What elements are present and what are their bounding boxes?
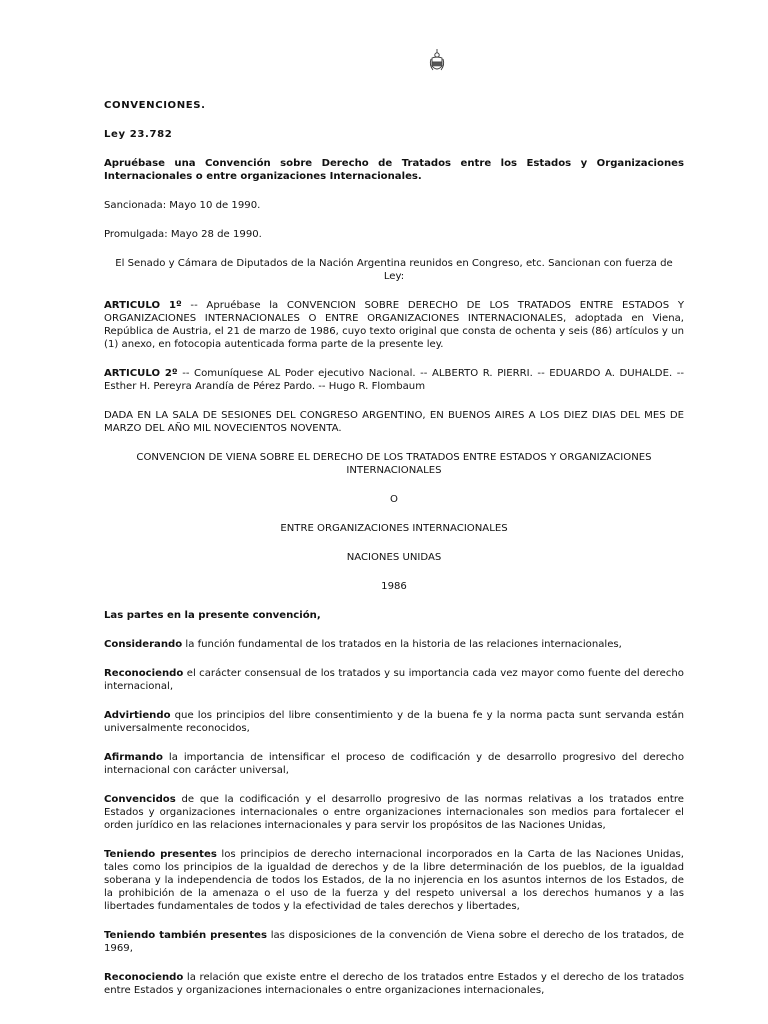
- recital: [104, 793, 684, 832]
- promulgation-date: Promulgada: Mayo 28 de 1990.: [104, 229, 262, 240]
- article-1-label: ARTICULO 1º: [104, 300, 182, 311]
- recital: [104, 929, 684, 955]
- convention-subtitle: ENTRE ORGANIZACIONES INTERNACIONALES: [280, 523, 508, 534]
- recital: [104, 667, 684, 693]
- enacting-clause: El Senado y Cámara de Diputados de la Nación Argentina reunidos en Congreso, etc. Sancionan con fuerza de Ley:: [115, 258, 673, 282]
- recital: [104, 971, 684, 997]
- recital-text: que los principios del libre consentimiento y de la buena fe y la norma pacta sunt servanda están universalmente reconocidos,: [104, 710, 684, 734]
- recital-lead: Considerando: [104, 639, 183, 650]
- article-1-text: -- Apruébase la CONVENCION SOBRE DERECHO DE LOS TRATADOS ENTRE ESTADOS Y ORGANIZACIONES INTERNACIONALES O ENTRE ORGANIZACIONES INTERNACIONALES, adoptada en Viena, República de Austria, el 21 de marzo de 1986, cuyo texto original que consta de ochenta y seis (86) artículos y un (1) anexo, en fotocopia autenticada forma parte de la presente ley.: [104, 300, 684, 350]
- recital-text: los principios de derecho internacional incorporados en la Carta de las Naciones Unidas, tales como los principios de la igualdad de derechos y de la libre determinación de los pueblos, de la igualdad soberana y la independencia de todos los Estados, de la no injerencia en los asuntos internos de los Estados, de la prohibición de la amenaza o el uso de la fuerza y del respeto universal a los derechos humanos y a las libertades fundamentales de todos y la efectividad de tales derechos y libertades,: [104, 849, 684, 912]
- law-summary: Apruébase una Convención sobre Derecho de Tratados entre los Estados y Organizaciones Internacionales o entre organizaciones Internacionales.: [104, 158, 684, 182]
- recital-lead: Afirmando: [104, 752, 163, 763]
- section-heading: CONVENCIONES.: [104, 100, 206, 111]
- dada-clause: DADA EN LA SALA DE SESIONES DEL CONGRESO ARGENTINO, EN BUENOS AIRES A LOS DIEZ DIAS DEL MES DE MARZO DEL AÑO MIL NOVECIENTOS NOVENTA.: [104, 410, 684, 434]
- recital-lead: Advirtiendo: [104, 710, 171, 721]
- convention-year: 1986: [381, 581, 407, 592]
- recital-lead: Teniendo también presentes: [104, 930, 267, 941]
- article-2: [104, 367, 684, 393]
- recital-text: las disposiciones de la convención de Viena sobre el derecho de los tratados, de 1969,: [104, 930, 684, 954]
- recital-text: la relación que existe entre el derecho de los tratados entre Estados y el derecho de los tratados entre Estados y organizaciones internacionales o entre organizaciones internacionales,: [104, 972, 684, 996]
- convention-o: O: [390, 494, 398, 505]
- coat-of-arms-icon: [428, 47, 446, 75]
- convention-title: CONVENCION DE VIENA SOBRE EL DERECHO DE LOS TRATADOS ENTRE ESTADOS Y ORGANIZACIONES INTERNACIONALES: [136, 452, 652, 476]
- recital-text: la función fundamental de los tratados en la historia de las relaciones internacionales,: [182, 639, 622, 650]
- recital-text: el carácter consensual de los tratados y su importancia cada vez mayor como fuente del derecho internacional,: [104, 668, 684, 692]
- sanction-date: Sancionada: Mayo 10 de 1990.: [104, 200, 261, 211]
- recital-lead: Teniendo presentes: [104, 849, 217, 860]
- convention-un: NACIONES UNIDAS: [346, 552, 442, 563]
- parties-heading: Las partes en la presente convención,: [104, 610, 321, 621]
- recital: [104, 709, 684, 735]
- recital-text: de que la codificación y el desarrollo progresivo de las normas relativas a los tratados entre Estados y organizaciones internacionales o entre organizaciones internacionales son medios para fortalecer el orden jurídico en las relaciones internacionales y para servir los propósitos de las Naciones Unidas,: [104, 794, 684, 831]
- document-body: [104, 99, 684, 997]
- recital-lead: Reconociendo: [104, 668, 184, 679]
- article-1: [104, 299, 684, 351]
- recital-lead: Reconociendo: [104, 972, 184, 983]
- recital: [104, 848, 684, 913]
- article-2-text: -- Comuníquese AL Poder ejecutivo Nacional. -- ALBERTO R. PIERRI. -- EDUARDO A. DUHALDE. -- Esther H. Pereyra Arandía de Pérez Pardo. -- Hugo R. Flombaum: [104, 368, 684, 392]
- recital: [104, 638, 684, 651]
- recital-lead: Convencidos: [104, 794, 176, 805]
- article-2-label: ARTICULO 2º: [104, 368, 178, 379]
- recital-text: la importancia de intensificar el proceso de codificación y de desarrollo progresivo del derecho internacional con carácter universal,: [104, 752, 684, 776]
- law-number: Ley 23.782: [104, 129, 173, 140]
- recital: [104, 751, 684, 777]
